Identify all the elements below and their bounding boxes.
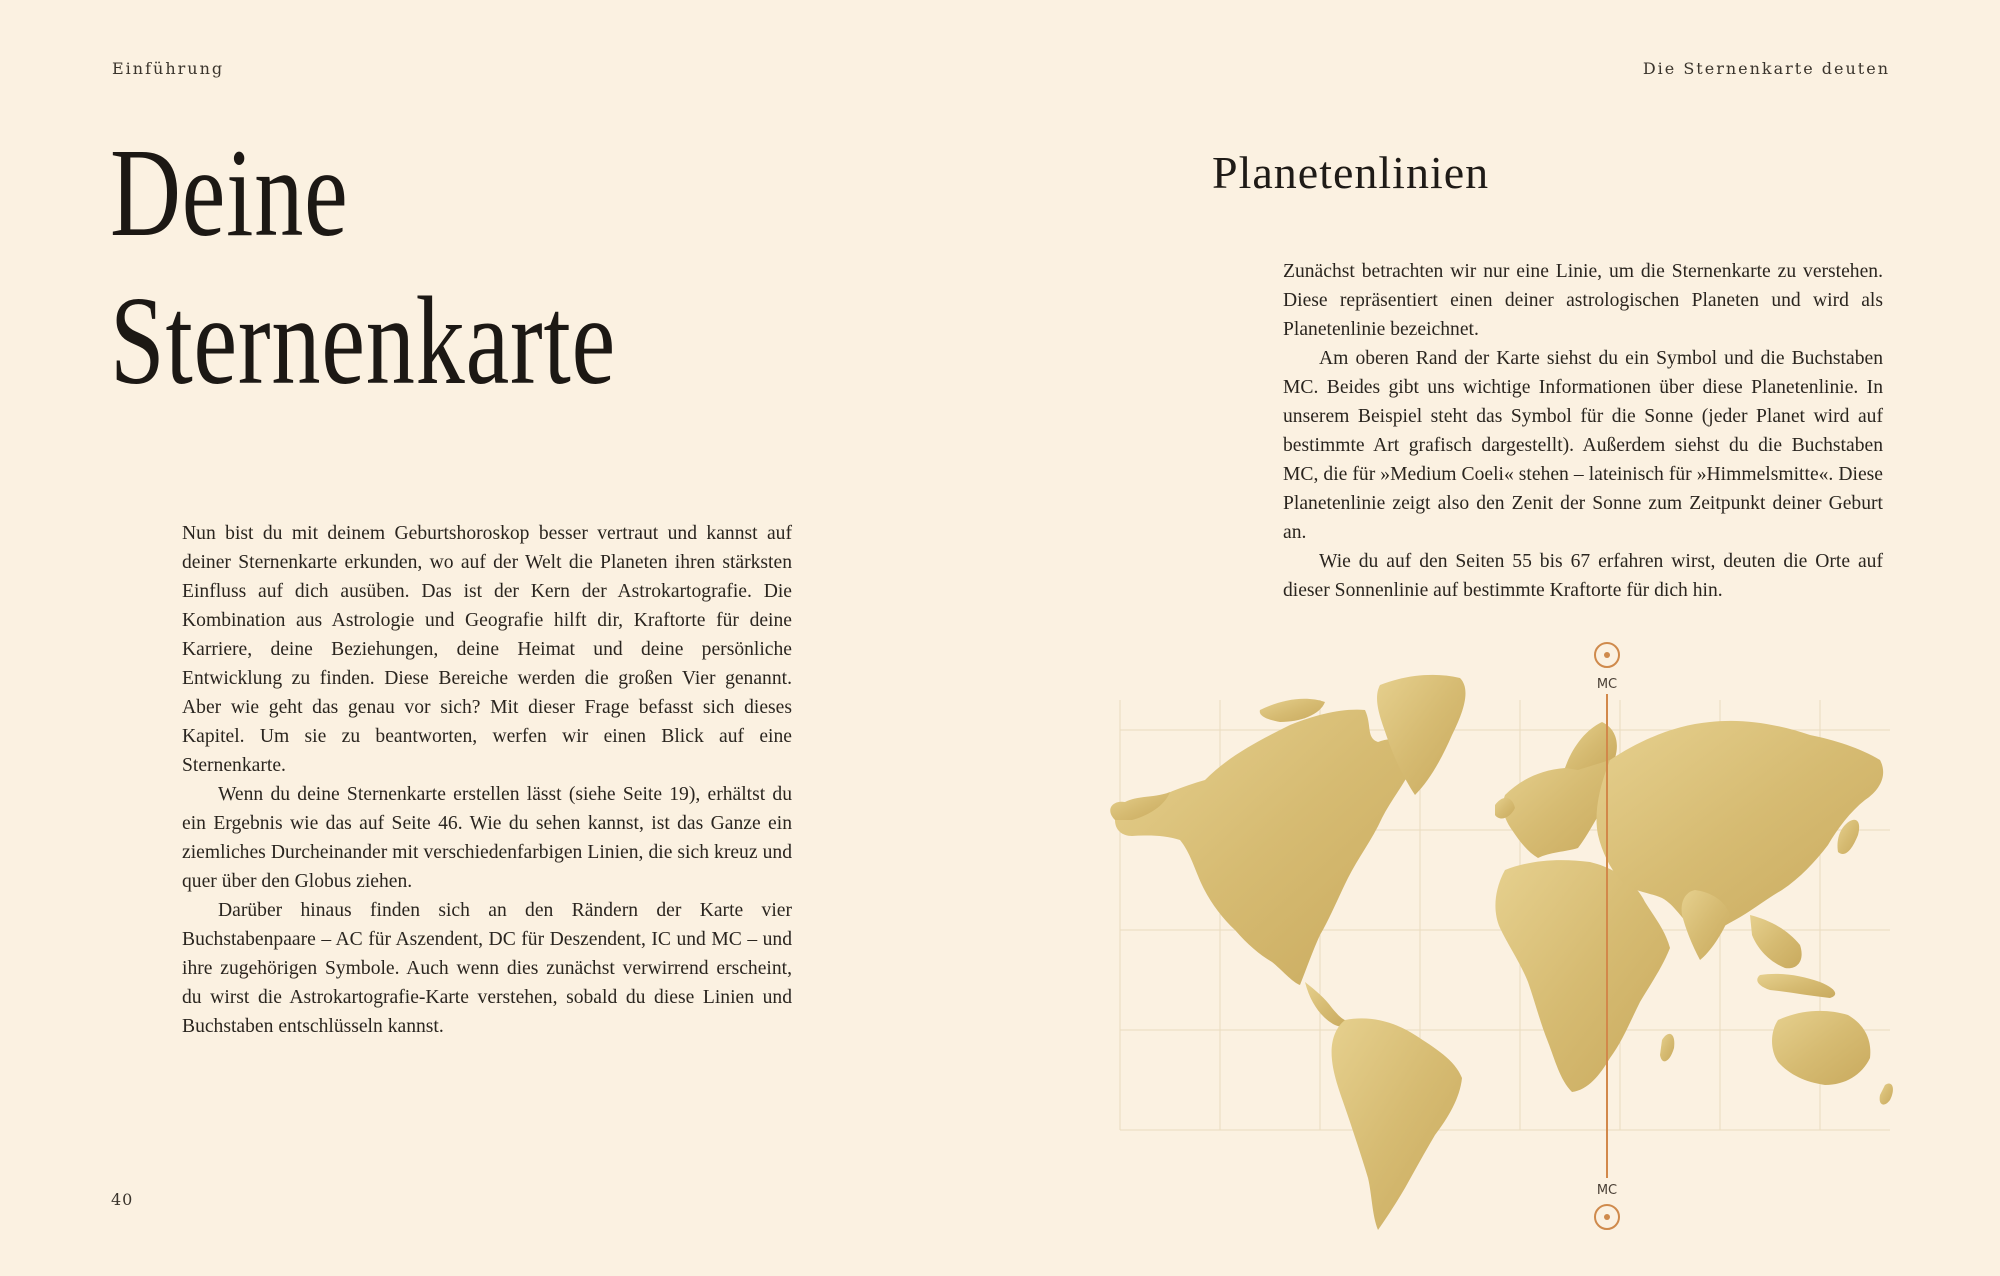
section-heading: Planetenlinien — [1212, 147, 1490, 198]
right-paragraph-2: Am oberen Rand der Karte siehst du ein Symbol und die Buchstaben MC. Beides gibt uns wichtige Informationen über diese Planetenlinie. In unserem Beispiel steht das Symbol für die Sonne (jeder Planet wird auf bestimmte Art grafisch dargestellt). Außerdem siehst du die Buchstaben MC, die für »Medium Coeli« stehen – lateinisch für »Himmelsmitte«. Diese Planetenlinie zeigt also den Zenit der Sonne zum Zeitpunkt deiner Geburt an. — [1283, 348, 1883, 543]
running-head-right: Die Sternenkarte deuten — [1642, 59, 1890, 78]
left-paragraph-2: Wenn du deine Sternenkarte erstellen lässt (siehe Seite 19), erhältst du ein Ergebnis wie das auf Seite 46. Wie du sehen kannst, ist das Ganze ein ziemliches Durcheinander mit verschiedenfarbigen Linien, die sich kreuz und quer über den Globus ziehen. — [182, 784, 792, 892]
southeast-asia-shape — [1750, 915, 1802, 968]
right-body-text — [1283, 257, 1883, 605]
chapter-title-line-1: Deine — [110, 124, 349, 263]
mc-label-top: MC — [1596, 677, 1618, 692]
new-zealand-shape — [1880, 1083, 1893, 1104]
south-america-shape — [1332, 1018, 1462, 1230]
africa-shape — [1495, 860, 1670, 1092]
chapter-title — [110, 120, 734, 416]
north-america-shape — [1115, 710, 1415, 985]
australia-shape — [1772, 1011, 1870, 1085]
chapter-title-line-2: Sternenkarte — [110, 272, 617, 411]
right-paragraph-3: Wie du auf den Seiten 55 bis 67 erfahren wirst, deuten die Orte auf dieser Sonnenlinie auf bestimmte Kraftorte für dich hin. — [1283, 551, 1883, 601]
running-head-left: Einführung — [112, 59, 225, 78]
continents — [1110, 675, 1893, 1230]
madagascar-shape — [1660, 1034, 1674, 1061]
page-number: 40 — [111, 1190, 134, 1209]
right-paragraph-1: Zunächst betrachten wir nur eine Linie, um die Sternenkarte zu verstehen. Diese repräsentiert einen deiner astrologischen Planeten und wird als Planetenlinie bezeichnet. — [1283, 261, 1883, 340]
left-body-text — [182, 519, 792, 1041]
central-america-shape — [1305, 982, 1350, 1027]
mc-label-bottom: MC — [1596, 1183, 1618, 1198]
left-paragraph-1: Nun bist du mit deinem Geburtshoroskop besser vertraut und kannst auf deiner Sternenkarte erkunden, wo auf der Welt die Planeten ihren stärksten Einfluss auf dich ausüben. Das ist der Kern der Astrokartografie. Die Kombination aus Astrologie und Geografie hilft dir, Kraftorte für deine Karriere, deine Beziehungen, deine Heimat und deine persönliche Entwicklung zu finden. Diese Bereiche werden die großen Vier genannt. Aber wie geht das genau vor sich? Mit dieser Frage befasst sich dieses Kapitel. Um sie zu beantworten, werfen wir einen Blick auf eine Sternenkarte. — [182, 523, 792, 776]
indonesia-shape — [1757, 974, 1835, 998]
world-map-figure — [1110, 630, 1900, 1250]
left-paragraph-3: Darüber hinaus finden sich an den Rändern der Karte vier Buchstabenpaare – AC für Aszendent, DC für Deszendent, IC und MC – und ihre zugehörigen Symbole. Auch wenn dies zunächst verwirrend erscheint, du wirst die Astrokartografie-Karte verstehen, sobald du diese Linien und Buchstaben entschlüsseln kannst. — [182, 900, 792, 1037]
world-map — [1110, 630, 1900, 1250]
